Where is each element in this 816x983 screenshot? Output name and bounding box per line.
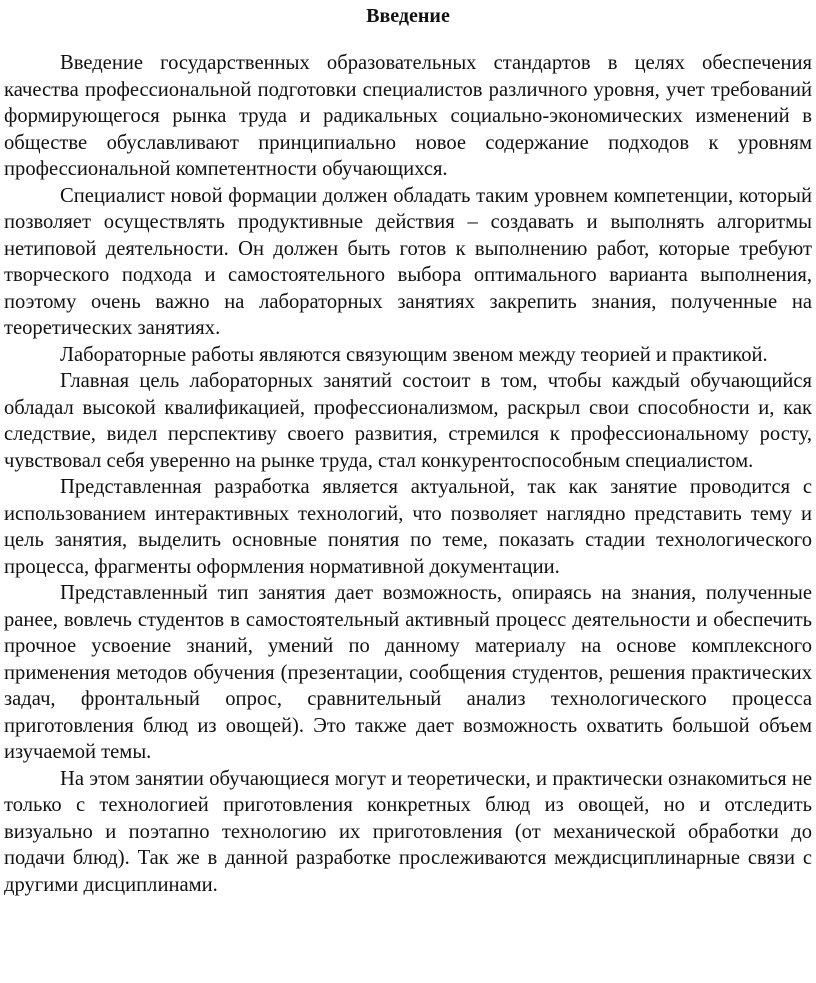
paragraph-4: Главная цель лабораторных занятий состоит в том, чтобы каждый обучающийся обладал высокой квалификацией, профессионализмом, раскрыл свои способности и, как следствие, видел перспективу своего развития, стремился к профессиональному росту, чувствовал себя уверенно на рынке труда, стал конкурентоспособным специалистом. — [4, 370, 812, 472]
paragraph-6: Представленный тип занятия дает возможность, опираясь на знания, полученные ранее, вовлечь студентов в самостоятельный активный процесс деятельности и обеспечить прочное усвоение знаний, умений по данному материалу на основе комплексного применения методов обучения (презентации, сообщения студентов, решения практических задач, фронтальный опрос, сравнительный анализ технологического процесса приготовления блюд из овощей). Это также дает возможность охватить большой объем изучаемой темы. — [4, 582, 812, 763]
paragraph-5: Представленная разработка является актуальной, так как занятие проводится с использованием интерактивных технологий, что позволяет наглядно представить тему и цель занятия, выделить основные понятия по теме, показать стадии технологического процесса, фрагменты оформления нормативной документации. — [4, 476, 812, 578]
paragraph-7: На этом занятии обучающиеся могут и теоретически, и практически ознакомиться не только с технологией приготовления конкретных блюд из овощей, но и отследить визуально и поэтапно технологию их приготовления (от механической обработки до подачи блюд). Так же в данной разработке прослеживаются междисциплинарные связи с другими дисциплинами. — [4, 767, 812, 896]
document-title: Введение — [366, 5, 450, 27]
paragraph-2: Специалист новой формации должен обладать таким уровнем компетенции, который позволяет осуществлять продуктивные действия – создавать и выполнять алгоритмы нетиповой деятельности. Он должен быть готов к выполнению работ, которые требуют творческого подхода и самостоятельного выбора оптимального варианта выполнения, поэтому очень важно на лабораторных занятиях закрепить знания, полученные на теоретических занятиях. — [4, 184, 812, 339]
paragraph-3: Лабораторные работы являются связующим звеном между теорией и практикой. — [60, 343, 768, 366]
paragraph-1: Введение государственных образовательных стандартов в целях обеспечения качества профессиональной подготовки специалистов различного уровня, учет требований формирующегося рынка труда и радикальных социально-экономических изменений в обществе обуславливают принципиально новое содержание подходов к уровням профессиональной компетентности обучающихся. — [4, 52, 812, 180]
